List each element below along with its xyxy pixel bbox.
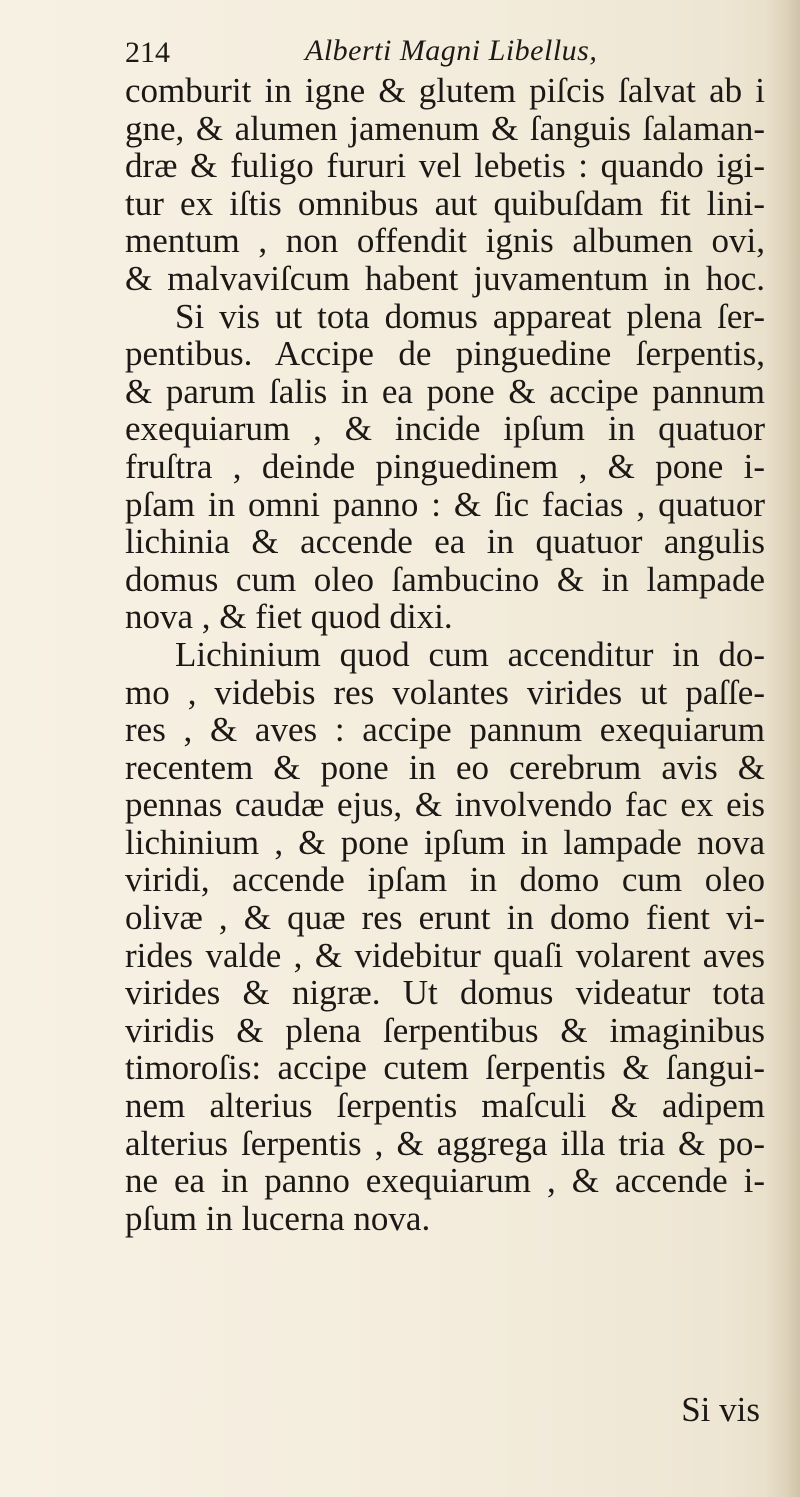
text-line: domus cum oleo ſambucino & in lampade (125, 559, 765, 599)
text-line: gne, & alumen jamenum & ſanguis ſalaman- (125, 108, 765, 148)
running-head (125, 30, 765, 74)
text-line: res , & aves : accipe pannum exequiarum (125, 710, 765, 750)
text-line: lichinium , & pone ipſum in lampade nova (125, 822, 765, 862)
text-line: tur ex iſtis omnibus aut quibuſdam fit lini- (125, 183, 765, 223)
running-title: Alberti Magni Libellus, (305, 34, 598, 67)
text-line: olivæ , & quæ res erunt in domo fient vi- (125, 898, 765, 938)
text-line: pentibus. Accipe de pinguedine ſerpentis, (125, 334, 765, 374)
text-line: rides valde , & videbitur quaſi volarent aves (125, 935, 765, 975)
text-line: recentem & pone in eo cerebrum avis & (125, 747, 765, 787)
text-line: lichinia & accende ea in quatuor angulis (125, 522, 765, 562)
text-line: ne ea in panno exequiarum , & accende i- (125, 1161, 765, 1201)
text-line: alterius ſerpentis , & aggrega illa tria & po- (125, 1123, 765, 1163)
page-number: 214 (125, 36, 170, 69)
text-line: Si vis ut tota domus appareat plena ſer- (175, 296, 765, 336)
text-line: virides & nigræ. Ut domus videatur tota (125, 973, 765, 1013)
text-line: dræ & fuligo fururi vel lebetis : quando igi- (125, 146, 765, 186)
text-line: mo , videbis res volantes virides ut paſſe- (125, 672, 765, 712)
text-line: exequiarum , & incide ipſum in quatuor (125, 409, 765, 449)
text-line: & parum ſalis in ea pone & accipe pannum (125, 371, 765, 411)
text-line: comburit in igne & glutem piſcis ſalvat ab i (125, 71, 765, 110)
catchword: Si vis (681, 1390, 760, 1429)
text-line: mentum , non offendit ignis albumen ovi, (125, 221, 765, 261)
text-line: & malvaviſcum habent juvamentum in hoc. (125, 258, 765, 298)
page-edge (766, 0, 800, 1497)
text-line: Lichinium quod cum accenditur in do- (175, 634, 765, 674)
text-line: nova , & fiet quod dixi. (125, 597, 453, 637)
text-line: nem alterius ſerpentis maſculi & adipem (125, 1086, 765, 1126)
body-text (125, 72, 765, 1237)
text-line: pennas caudæ ejus, & involvendo fac ex eis (125, 785, 765, 825)
text-line: fruſtra , deinde pinguedinem , & pone i- (125, 446, 765, 486)
text-line: timoroſis: accipe cutem ſerpentis & ſangui- (125, 1048, 765, 1088)
text-line: viridis & plena ſerpentibus & imaginibus (125, 1010, 765, 1050)
text-line: pſum in lucerna nova. (125, 1198, 431, 1238)
text-line: pſam in omni panno : & ſic facias , quatuor (125, 484, 765, 524)
text-line: viridi, accende ipſam in domo cum oleo (125, 860, 765, 900)
